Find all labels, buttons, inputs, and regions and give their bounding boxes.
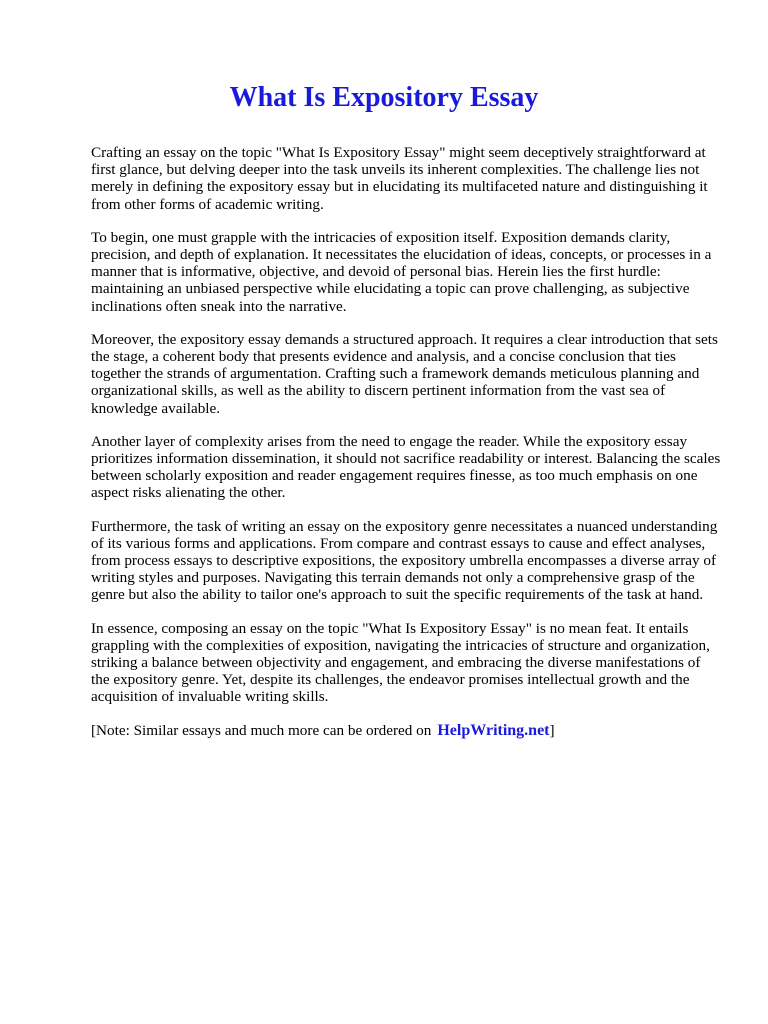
helpwriting-link[interactable]: HelpWriting.net: [437, 721, 550, 739]
page-title: What Is Expository Essay: [229, 82, 539, 113]
paragraph-6: In essence, composing an essay on the topic "What Is Expository Essay" is no mean feat. It entails grappling with the complexities of exposition, navigating the intricacies of structure and organization, striking a balance between objectivity and engagement, and embracing the diverse manifestations of the expository genre. Yet, despite its challenges, the endeavor promises intellectual growth and the acquisition of invaluable writing skills.: [91, 619, 710, 706]
paragraph-2: To begin, one must grapple with the intricacies of exposition itself. Exposition demands clarity, precision, and depth of explanation. It necessitates the elucidation of ideas, concepts, or processes in a manner that is informative, objective, and devoid of personal bias. Herein lies the first hurdle: maintaining an unbiased perspective while elucidating a topic can prove challenging, as subjective inclinations often sneak into the narrative.: [91, 228, 712, 315]
paragraph-5: Furthermore, the task of writing an essay on the expository genre necessitates a nuanced understanding of its various forms and applications. From compare and contrast essays to cause and effect analyses, from process essays to descriptive expositions, the expository umbrella encompasses a diverse array of writing styles and purposes. Navigating this terrain demands not only a comprehensive grasp of the genre but also the ability to tailor one's approach to suit the specific requirements of the task at hand.: [91, 517, 718, 604]
paragraph-1: Crafting an essay on the topic "What Is Expository Essay" might seem deceptively straightforward at first glance, but delving deeper into the task unveils its inherent complexities. The challenge lies not merely in defining the expository essay but in elucidating its multifaceted nature and distinguishing it from other forms of academic writing.: [91, 144, 708, 213]
note-suffix: ]: [549, 721, 555, 739]
paragraph-3: Moreover, the expository essay demands a structured approach. It requires a clear introduction that sets the stage, a coherent body that presents evidence and analysis, and a concise conclusion that ties together the strands of argumentation. Crafting such a framework demands meticulous planning and organizational skills, as well as the ability to discern pertinent information from the vast sea of knowledge available.: [91, 330, 718, 417]
paragraph-4: Another layer of complexity arises from the need to engage the reader. While the expository essay prioritizes information dissemination, it should not sacrifice readability or interest. Balancing the scales between scholarly exposition and reader engagement requires finesse, as too much emphasis on one aspect risks alienating the other.: [91, 432, 721, 502]
note-prefix: [Note: Similar essays and much more can be ordered on: [91, 721, 432, 739]
essay-body: [91, 144, 721, 739]
order-note: [91, 722, 721, 739]
